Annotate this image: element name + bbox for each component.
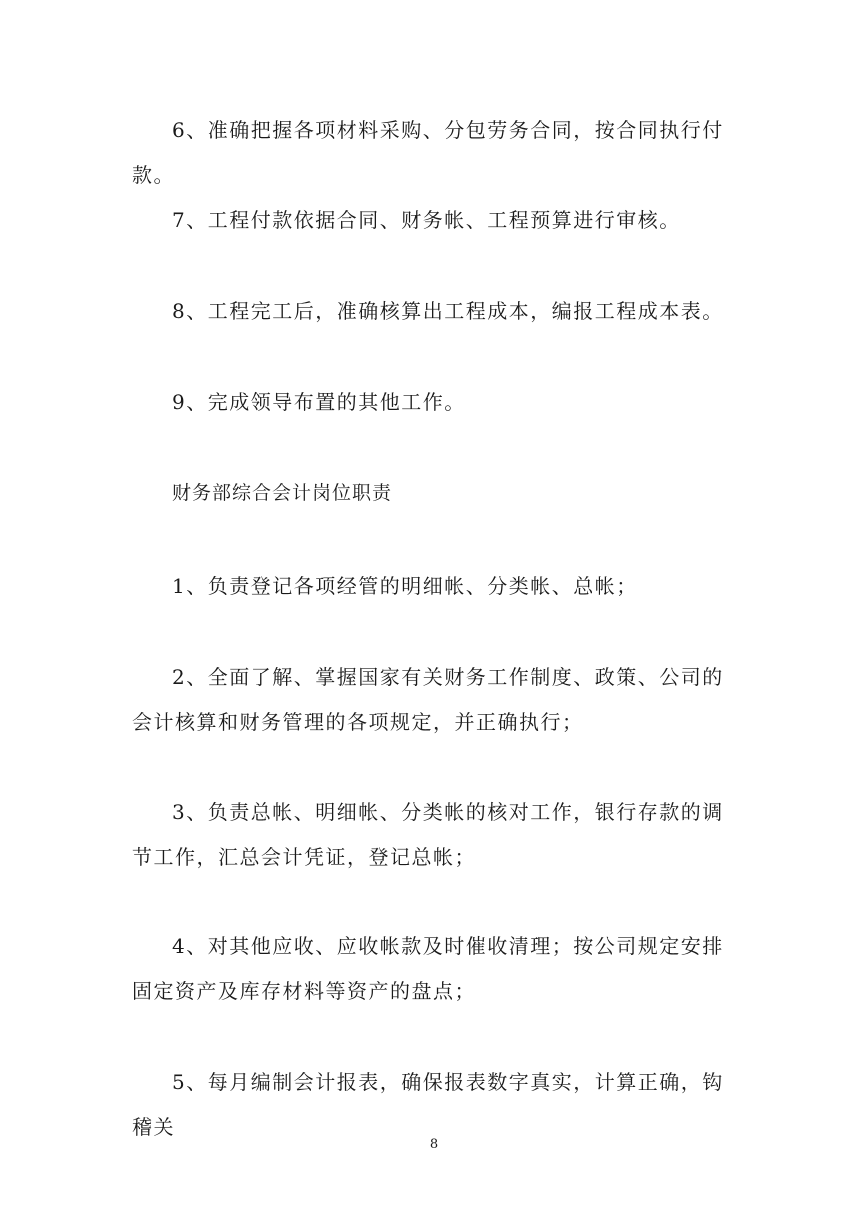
list-item-3: 3、负责总帐、明细帐、分类帐的核对工作，银行存款的调节工作，汇总会计凭证，登记总帐； (132, 800, 724, 869)
section-heading: 财务部综合会计岗位职责 (172, 482, 393, 504)
page-number: 8 (429, 1137, 439, 1152)
list-item-5: 5、每月编制会计报表，确保报表数字真实，计算正确，钩稽关 (132, 1070, 724, 1139)
list-item-9: 9、完成领导布置的其他工作。 (172, 390, 466, 414)
list-item-1: 1、负责登记各项经管的明细帐、分类帐、总帐； (172, 574, 638, 598)
list-item-8: 8、工程完工后，准确核算出工程成本，编报工程成本表。 (172, 299, 724, 323)
list-item-6: 6、准确把握各项材料采购、分包劳务合同，按合同执行付款。 (132, 118, 724, 187)
list-item-2: 2、全面了解、掌握国家有关财务工作制度、政策、公司的会计核算和财务管理的各项规定，并正确执行； (132, 665, 724, 734)
list-item-7: 7、工程付款依据合同、财务帐、工程预算进行审核。 (172, 208, 681, 232)
list-item-4: 4、对其他应收、应收帐款及时催收清理；按公司规定安排固定资产及库存材料等资产的盘点； (132, 934, 724, 1003)
